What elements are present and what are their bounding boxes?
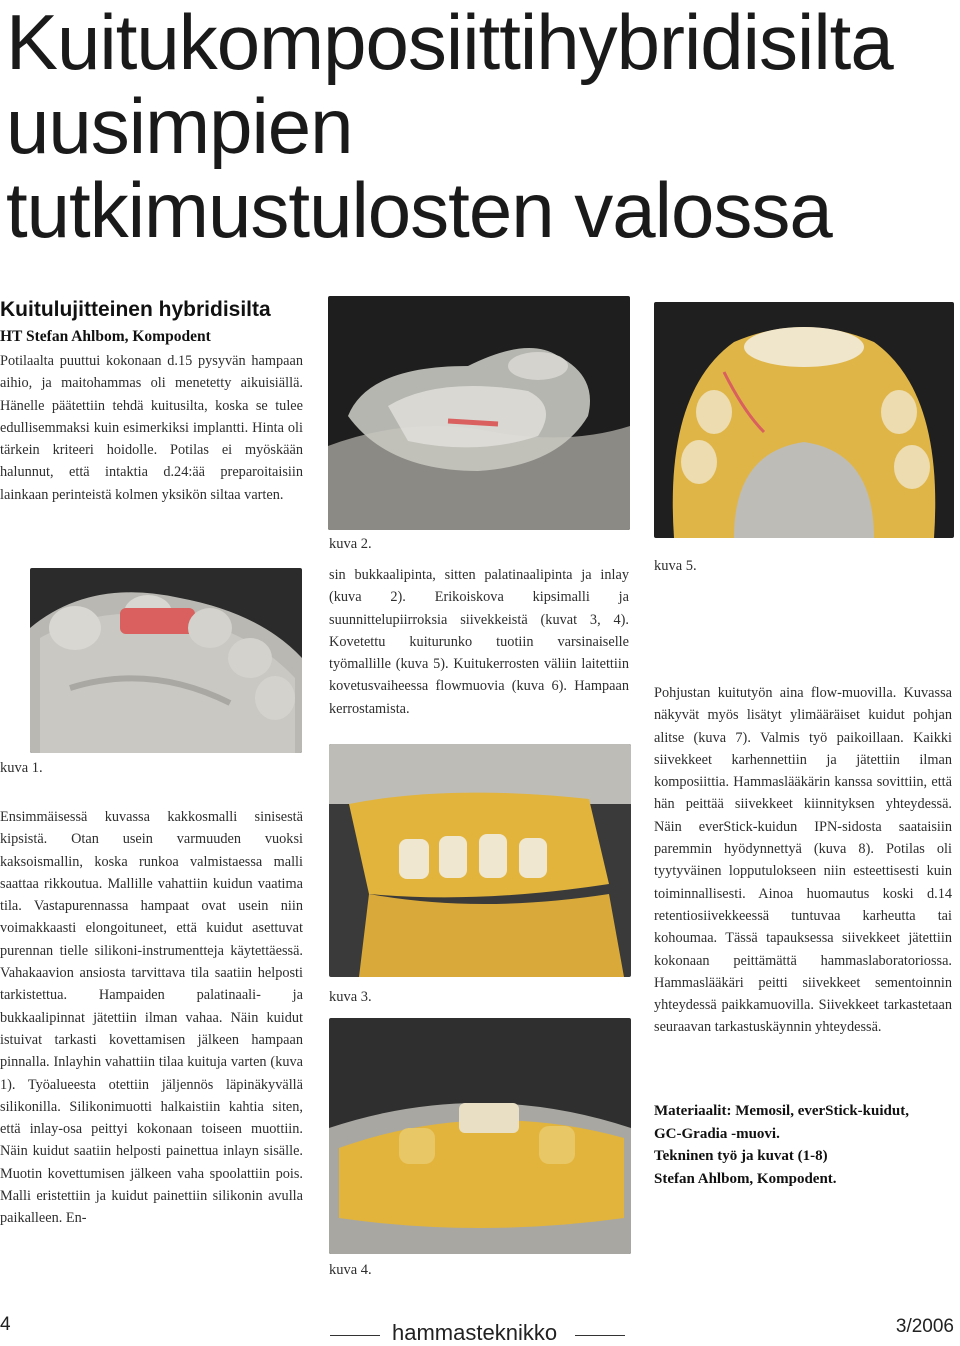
headline-line-2: uusimpien: [6, 82, 353, 170]
materials-line-2: GC-Gradia -muovi.: [654, 1125, 780, 1142]
materials-line-1: Materiaalit: Memosil, everStick-kuidut,: [654, 1103, 909, 1119]
magazine-name: hammasteknikko: [392, 1320, 558, 1345]
silicone-mould-image: [328, 296, 630, 530]
photo-kuva-2: [328, 296, 630, 530]
author-line: HT Stefan Ahlbom, Kompodent: [0, 328, 211, 345]
fiber-framework-image: [654, 302, 954, 538]
credits-line-1: Tekninen työ ja kuvat (1-8): [654, 1148, 828, 1164]
yellow-model-image: [329, 744, 631, 977]
caption-kuva-5: kuva 5.: [654, 558, 697, 574]
page-number: 4: [0, 1314, 11, 1335]
materials-credits: [654, 1100, 954, 1190]
photo-kuva-1: [30, 568, 302, 753]
caption-kuva-2: kuva 2.: [329, 536, 372, 552]
issue-number: 3/2006: [895, 1316, 954, 1337]
caption-kuva-4: kuva 4.: [329, 1262, 372, 1278]
footer-rule-right: [575, 1335, 625, 1336]
article-headline: [6, 0, 956, 252]
column-2-body: sin bukkaalipinta, sitten palatinaalipinta ja inlay (kuva 2). Erikoiskova kipsimalli ja suunnittelupiirroksia siivekkeistä (kuvat 3, 4). Kovetettu kuiturunko tuotiin varsinaiselle työmallille (kuva 5). Kuitukerrosten väliin laitettiin kovetusvaiheessa flowmuovia (kuva 6). Hampaan kerrostamista.: [329, 567, 629, 717]
photo-kuva-5: [654, 302, 954, 538]
column-3-body: Pohjustan kuitutyön aina flow-muovilla. Kuvassa näkyvät myös lisätyt ylimääräiset kuidut pohjan alitse (kuva 7). Valmis työ paikoillaan. Kaikki siivekkeet karhennettiin ja jätettiin ilman komposiittia. Hammaslääkärin kanssa sovittiin, että hän peittää siivekkeet kiinnityksen yhteydessä. Näin everStick-kuidun IPN-sidosta saataisiin paremmin hyödynnettyä (kuva 8). Potilas oli tyytyväinen lopputulokseen niin esteettisesti kuin toiminnallisesti. Ainoa huomautus koski d.14 retentiosiivekkeessä tuntuvaa karheutta tai kohoumaa. Tässä tapauksessa siivekkeet jätettiin kokonaan peittämättä hammaslaboratoriossa. Hammaslääkäri peitti siivekkeet sementoinnin yhteydessä paikkamuovilla. Siivekkeet tarkastetaan seuraavan tarkastuskäynnin yhteydessä.: [654, 685, 952, 1036]
section-title: Kuitulujitteinen hybridisilta: [0, 298, 271, 321]
credits-line-2: Stefan Ahlbom, Kompodent.: [654, 1170, 837, 1187]
headline-line-3: tutkimustulosten valossa: [6, 166, 832, 254]
dental-model-image: [30, 568, 302, 753]
caption-kuva-1: kuva 1.: [0, 760, 43, 776]
column-1-body: Ensimmäisessä kuvassa kakkosmalli sinisestä kipsistä. Otan usein varmuuden vuoksi kaksoismallin, koska runkoa valmistaessa malli saattaa rikkoutua. Mallille vahattiin kuidun vaatima tila. Vastapurennassa hampaat ovat usein niin voimakkaasti elongoituneet, että kuidut asettuvat purennan tielle silikoni-instrumentteja käytettäessä. Vahakaavion ansiosta tarvittava tila saatiin helposti tarkistettua. Hampaiden palatinaali- ja bukkaalipinnat jätettiin ilman vahaa. Näin kuidut istuivat tarkasti kovettamisen jälkeen hampaan pinnalla. Inlayhin vahattiin tilaa kuituja varten (kuva 1). Työalueesta otettiin jäljennös läpinäkyvällä silikonilla. Silikonimuotti halkaistiin kahtia siten, että inlay-osa peittyi kokonaan toiseen muottiin. Näin kuidut saatiin helposti painettua inlayn sisälle. Muotin kovettumisen jälkeen vaha spoolattiin pois. Malli eristettiin ja kuidut painettiin silikonin avulla paikalleen. En-: [0, 809, 303, 1227]
intro-paragraph: Potilaalta puuttui kokonaan d.15 pysyvän hampaan aihio, ja maitohammas oli menetetty aikuisiällä. Hänelle päätettiin tehdä kuitusilta, koska se tulee edullisemmaksi kuin esimerkiksi implantti. Hinta oli tärkein kriteeri hoidolle. Potilas ei myöskään halunnut, että intaktia d.24:ää preparoitaisiin lainkaan perinteistä kolmen yksikön siltaa varten.: [0, 353, 303, 503]
headline-line-1: Kuitukomposiittihybridisilta: [6, 0, 893, 86]
footer-rule-left: [330, 1335, 380, 1336]
caption-kuva-3: kuva 3.: [329, 989, 372, 1005]
photo-kuva-4: [329, 1018, 631, 1254]
photo-kuva-3: [329, 744, 631, 977]
lower-model-image: [329, 1018, 631, 1254]
